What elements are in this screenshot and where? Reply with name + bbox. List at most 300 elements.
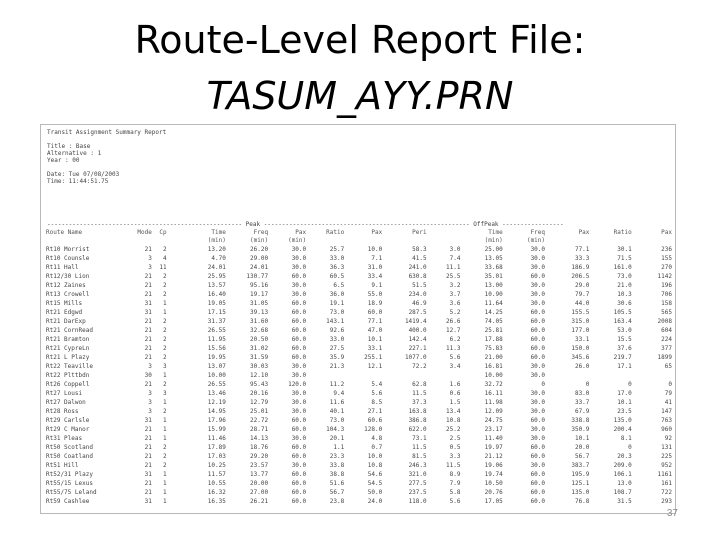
table-cell: 14.25: [484, 309, 503, 316]
table-row: [45, 344, 673, 353]
table-cell: 9.4: [333, 390, 345, 397]
table-cell: 25.00: [484, 246, 503, 253]
table-cell: [590, 371, 632, 380]
table-cell: 0.6: [449, 390, 461, 397]
route-name-cell: Rt51 Hill: [46, 462, 79, 469]
table-cell: 277.5: [408, 480, 427, 487]
table-cell: 37.6: [617, 345, 632, 352]
table-cell: 31: [144, 417, 152, 424]
table-cell: [168, 470, 189, 479]
unit-label: [307, 237, 345, 245]
table-cell: 11.1: [446, 264, 461, 271]
route-name-cell: Rt10 Morrist: [46, 246, 90, 253]
table-cell: 21: [144, 381, 152, 388]
table-cell: 16.35: [207, 498, 226, 505]
table-cell: 30.0: [291, 408, 307, 415]
table-cell: [168, 362, 189, 371]
table-cell: 3: [148, 264, 152, 271]
table-cell: 11.46: [207, 435, 226, 442]
table-cell: [168, 380, 189, 389]
table-cell: 9.1: [371, 282, 383, 289]
table-cell: 21.0: [617, 282, 632, 289]
table-cell: 5.4: [371, 381, 383, 388]
table-cell: 1: [163, 300, 167, 307]
table-cell: 10.1: [617, 399, 632, 406]
table-cell: 60.0: [530, 354, 546, 361]
table-cell: 2: [163, 336, 167, 343]
table-row: [45, 353, 673, 362]
table-cell: 224: [661, 336, 672, 343]
table-cell: 33.68: [484, 264, 503, 271]
table-cell: 206.5: [571, 273, 590, 280]
table-cell: 1419.4: [404, 318, 427, 325]
table-cell: 26.20: [250, 246, 269, 253]
table-cell: 386.8: [408, 417, 427, 424]
table-cell: 30.0: [291, 246, 307, 253]
column-header: Cp: [159, 229, 167, 236]
table-cell: 30.0: [530, 291, 546, 298]
table-cell: 33.7: [574, 399, 590, 406]
table-cell: 2: [163, 354, 167, 361]
table-cell: 54.5: [367, 480, 383, 487]
table-cell: 21.12: [484, 453, 503, 460]
table-cell: 3: [148, 408, 152, 415]
column-header: Pax: [295, 229, 307, 236]
table-cell: 30.0: [291, 390, 307, 397]
table-cell: 30.0: [291, 264, 307, 271]
table-cell: 60.0: [291, 336, 307, 343]
table-cell: [168, 245, 189, 254]
table-cell: 350.9: [571, 426, 590, 433]
table-cell: 11.5: [412, 390, 427, 397]
table-cell: 0.7: [371, 444, 383, 451]
route-name-cell: Rt10 Counsle: [46, 255, 90, 262]
table-cell: 177.0: [571, 327, 590, 334]
table-cell: 33.4: [367, 273, 383, 280]
table-cell: 20.16: [250, 390, 269, 397]
table-cell: 60.0: [530, 480, 546, 487]
table-cell: 3: [148, 363, 152, 370]
table-cell: 1.6: [449, 381, 461, 388]
table-cell: 26.21: [250, 498, 269, 505]
table-cell: 2: [163, 462, 167, 469]
table-cell: 31: [144, 309, 152, 316]
table-cell: 60.0: [291, 453, 307, 460]
table-cell: 10.00: [484, 372, 503, 379]
table-cell: 26.55: [207, 381, 226, 388]
table-cell: 83.0: [574, 390, 590, 397]
table-cell: 11.98: [484, 399, 503, 406]
table-cell: 21: [144, 453, 152, 460]
table-cell: 60.0: [530, 444, 546, 451]
table-row: [45, 308, 673, 317]
table-cell: 255.1: [364, 354, 383, 361]
route-name-cell: Rt26 Coppell: [46, 381, 90, 388]
table-cell: 10.00: [207, 372, 226, 379]
table-cell: 31.60: [250, 318, 269, 325]
table-cell: 33.0: [329, 336, 345, 343]
table-row: [45, 497, 673, 506]
unit-label: [546, 237, 590, 245]
column-header: Time: [211, 229, 226, 236]
table-cell: 77.1: [367, 318, 383, 325]
report-header-line: Title : Base: [47, 143, 91, 150]
table-cell: [168, 335, 189, 344]
table-cell: 21: [144, 291, 152, 298]
table-cell: 41.5: [412, 255, 427, 262]
table-cell: 10.0: [367, 453, 383, 460]
unit-label: [153, 237, 168, 245]
table-cell: 21: [144, 462, 152, 469]
table-cell: 1161: [657, 471, 672, 478]
table-cell: 1: [163, 309, 167, 316]
table-cell: 23.17: [484, 426, 503, 433]
table-cell: 12.7: [446, 327, 461, 334]
table-cell: [168, 452, 189, 461]
route-report-table: [45, 229, 673, 506]
table-cell: 79: [664, 390, 672, 397]
table-cell: 30.0: [291, 399, 307, 406]
table-cell: 7.1: [371, 255, 383, 262]
table-cell: 6.5: [333, 282, 345, 289]
table-cell: 315.0: [571, 318, 590, 325]
table-cell: 60.0: [530, 498, 546, 505]
unit-label: [345, 237, 383, 245]
table-cell: 36.0: [329, 291, 345, 298]
table-cell: 219.7: [613, 354, 632, 361]
table-row: [45, 380, 673, 389]
table-cell: 345.6: [571, 354, 590, 361]
table-cell: 58.3: [412, 246, 427, 253]
table-cell: 73.1: [412, 435, 427, 442]
table-cell: 21.00: [484, 354, 503, 361]
table-cell: 26.0: [574, 363, 590, 370]
table-cell: 51.5: [412, 282, 427, 289]
table-cell: 60.0: [367, 309, 383, 316]
table-cell: 32.68: [250, 327, 269, 334]
table-cell: 17.0: [617, 390, 632, 397]
unit-label: (min): [207, 237, 226, 244]
table-cell: 17.88: [484, 336, 503, 343]
table-cell: 195.9: [571, 471, 590, 478]
column-header: Pax: [371, 229, 383, 236]
route-name-cell: Rt59 Cashlee: [46, 498, 90, 505]
table-cell: 60.0: [530, 417, 546, 424]
table-cell: 60.0: [291, 309, 307, 316]
table-row: [45, 389, 673, 398]
table-cell: 622.0: [408, 426, 427, 433]
table-cell: 21: [144, 336, 152, 343]
table-cell: 29.00: [250, 255, 269, 262]
table-cell: 21: [144, 327, 152, 334]
table-cell: 11.95: [207, 336, 226, 343]
table-cell: 60.0: [530, 318, 546, 325]
table-cell: 142.4: [408, 336, 427, 343]
unit-label: [45, 237, 125, 245]
table-cell: 60.0: [291, 300, 307, 307]
report-header-line: Transit Assignment Summary Report: [47, 129, 167, 136]
table-cell: 77.1: [574, 246, 590, 253]
table-cell: 3.3: [449, 453, 461, 460]
table-cell: 35.01: [484, 273, 503, 280]
table-cell: 2: [163, 282, 167, 289]
table-cell: 32.72: [484, 381, 503, 388]
table-cell: [168, 461, 189, 470]
table-cell: 33.1: [574, 336, 590, 343]
table-cell: 13.4: [446, 408, 461, 415]
table-cell: 2: [163, 408, 167, 415]
table-cell: [168, 254, 189, 263]
route-name-cell: Rt28 Ross: [46, 408, 79, 415]
route-name-cell: Rt52/31 Plazy: [46, 471, 93, 478]
table-cell: 287.5: [408, 309, 427, 316]
table-cell: 33.3: [574, 255, 590, 262]
table-cell: 19.97: [484, 444, 503, 451]
table-cell: 60.0: [291, 471, 307, 478]
unit-label: (min): [250, 237, 269, 244]
table-cell: [168, 371, 189, 380]
table-cell: 11.3: [446, 345, 461, 352]
table-cell: 7.9: [449, 480, 461, 487]
table-cell: 246.3: [408, 462, 427, 469]
column-header: Time: [488, 229, 503, 236]
table-cell: 2: [163, 318, 167, 325]
table-cell: 73.0: [617, 273, 632, 280]
table-cell: 30.0: [291, 282, 307, 289]
table-cell: 30.0: [291, 462, 307, 469]
table-row: [45, 488, 673, 497]
table-cell: [307, 371, 345, 380]
table-cell: 12.1: [367, 363, 383, 370]
route-name-cell: Rt27 Lousi: [46, 390, 83, 397]
table-cell: 630.8: [408, 273, 427, 280]
table-cell: 3.2: [449, 282, 461, 289]
table-cell: 27.00: [250, 489, 269, 496]
route-name-cell: Rt21 CypreLn: [46, 345, 90, 352]
table-cell: 236: [661, 246, 672, 253]
table-cell: 60.0: [530, 336, 546, 343]
table-cell: 30.0: [530, 363, 546, 370]
table-cell: 21: [144, 273, 152, 280]
route-name-cell: Rt21 L Plazy: [46, 354, 90, 361]
report-header-line: Year : 00: [47, 157, 80, 164]
report-file-image: [40, 124, 676, 514]
table-row: [45, 416, 673, 425]
table-cell: [168, 290, 189, 299]
table-cell: 30.0: [530, 435, 546, 442]
table-cell: 155.5: [571, 309, 590, 316]
table-cell: 41: [664, 399, 672, 406]
table-cell: 10.0: [367, 246, 383, 253]
table-cell: 2: [163, 327, 167, 334]
table-cell: 30.0: [530, 408, 546, 415]
table-cell: 30.0: [530, 399, 546, 406]
table-row: [45, 461, 673, 470]
table-cell: 13.07: [207, 363, 226, 370]
table-row: [45, 443, 673, 452]
table-cell: 21: [144, 435, 152, 442]
table-cell: 23.5: [617, 408, 632, 415]
table-cell: 2: [163, 291, 167, 298]
table-cell: 8.5: [371, 399, 383, 406]
table-cell: 3: [163, 363, 167, 370]
table-cell: 95.16: [250, 282, 269, 289]
table-cell: 2.5: [449, 435, 461, 442]
table-cell: 135.0: [571, 489, 590, 496]
table-cell: 74.05: [484, 318, 503, 325]
table-row: [45, 452, 673, 461]
table-cell: 24.75: [484, 417, 503, 424]
table-cell: 1: [163, 417, 167, 424]
table-cell: 118.0: [408, 498, 427, 505]
unit-label: (min): [526, 237, 546, 244]
table-cell: 30.0: [530, 390, 546, 397]
table-cell: [168, 299, 189, 308]
table-cell: 15.5: [617, 336, 632, 343]
table-cell: 2008: [657, 318, 672, 325]
unit-label: [590, 237, 632, 245]
table-cell: 18.76: [250, 444, 269, 451]
table-cell: 338.8: [571, 417, 590, 424]
table-cell: 2: [163, 444, 167, 451]
table-cell: 4: [163, 255, 167, 262]
table-cell: 19.1: [329, 300, 345, 307]
table-cell: 81.5: [412, 453, 427, 460]
table-cell: 21: [144, 444, 152, 451]
table-cell: 10.25: [207, 462, 226, 469]
table-cell: 763: [661, 417, 672, 424]
table-cell: 5.2: [449, 309, 461, 316]
table-cell: 2: [163, 345, 167, 352]
units-row: [45, 237, 673, 245]
table-cell: 30.0: [291, 372, 307, 379]
table-cell: 3: [148, 390, 152, 397]
table-cell: [168, 497, 189, 506]
table-cell: 1: [163, 471, 167, 478]
table-cell: 20.3: [617, 453, 632, 460]
table-cell: 44.0: [574, 300, 590, 307]
table-cell: [168, 434, 189, 443]
table-cell: 227.1: [408, 345, 427, 352]
table-cell: 16.32: [207, 489, 226, 496]
table-cell: 56.7: [574, 453, 590, 460]
table-cell: 3: [148, 255, 152, 262]
table-cell: 19.06: [484, 462, 503, 469]
table-cell: 30.0: [530, 372, 546, 379]
table-cell: 26.6: [446, 318, 461, 325]
table-cell: 15.99: [207, 426, 226, 433]
table-row: [45, 371, 673, 380]
table-cell: 3.7: [449, 291, 461, 298]
table-cell: 158: [661, 300, 672, 307]
table-cell: 1: [163, 426, 167, 433]
table-cell: 1: [163, 372, 167, 379]
table-cell: 163.8: [408, 408, 427, 415]
table-cell: 11.57: [207, 471, 226, 478]
table-cell: 104.3: [326, 426, 345, 433]
table-row: [45, 362, 673, 371]
table-cell: 60.0: [530, 489, 546, 496]
unit-label: [383, 237, 427, 245]
column-header: Freq: [253, 229, 269, 236]
table-cell: 60.0: [530, 309, 546, 316]
table-cell: 29.0: [574, 282, 590, 289]
report-rows: [45, 245, 673, 506]
table-cell: 18.9: [367, 300, 383, 307]
table-cell: 60.0: [291, 480, 307, 487]
table-cell: 163.4: [613, 318, 632, 325]
table-cell: 27.5: [329, 345, 345, 352]
unit-label: [168, 237, 189, 245]
page-number: 37: [666, 508, 678, 519]
table-cell: 79.7: [574, 291, 590, 298]
table-cell: 130.77: [246, 273, 269, 280]
table-cell: 60.0: [291, 426, 307, 433]
table-cell: 4.8: [371, 435, 383, 442]
table-cell: 31.02: [250, 345, 269, 352]
table-cell: 31: [144, 498, 152, 505]
table-cell: 92.6: [329, 327, 345, 334]
table-cell: 10.50: [484, 480, 503, 487]
table-cell: 196: [661, 282, 672, 289]
table-cell: [546, 371, 590, 380]
table-cell: 46.9: [412, 300, 427, 307]
table-cell: 14.95: [207, 408, 226, 415]
table-cell: 225: [661, 453, 672, 460]
table-cell: 31.59: [250, 354, 269, 361]
table-cell: 60.0: [530, 327, 546, 334]
table-row: [45, 326, 673, 335]
table-cell: 40.1: [329, 408, 345, 415]
table-cell: 11.2: [329, 381, 345, 388]
table-cell: 10.1: [574, 435, 590, 442]
table-cell: 0: [628, 381, 632, 388]
table-cell: 51.6: [329, 480, 345, 487]
table-cell: 2: [163, 381, 167, 388]
table-row: [45, 470, 673, 479]
table-cell: 23.8: [329, 498, 345, 505]
column-header: [428, 229, 462, 237]
table-cell: 293: [661, 498, 672, 505]
table-row: [45, 272, 673, 281]
table-cell: 5.6: [449, 354, 461, 361]
table-cell: [168, 488, 189, 497]
table-cell: 76.8: [574, 498, 590, 505]
table-cell: 21: [144, 354, 152, 361]
table-cell: 25.95: [207, 273, 226, 280]
table-cell: [428, 371, 462, 380]
table-cell: 27.1: [367, 408, 383, 415]
table-cell: 12.09: [484, 408, 503, 415]
table-cell: 1: [163, 480, 167, 487]
report-header-line: Date: Tue 07/08/2003: [47, 171, 120, 178]
table-cell: 10.8: [446, 417, 461, 424]
table-cell: 71.5: [617, 255, 632, 262]
table-cell: 13.05: [484, 255, 503, 262]
table-cell: 17.03: [207, 453, 226, 460]
table-cell: 60.0: [291, 327, 307, 334]
table-cell: [168, 326, 189, 335]
table-cell: 13.20: [207, 246, 226, 253]
table-cell: 50.0: [367, 489, 383, 496]
table-cell: 24.01: [207, 264, 226, 271]
report-header-line: [47, 136, 166, 143]
table-cell: [168, 353, 189, 362]
table-cell: 2: [163, 273, 167, 280]
route-name-cell: Rt55/15 Lexus: [46, 480, 93, 487]
table-cell: 30: [144, 372, 152, 379]
table-cell: 16.40: [207, 291, 226, 298]
